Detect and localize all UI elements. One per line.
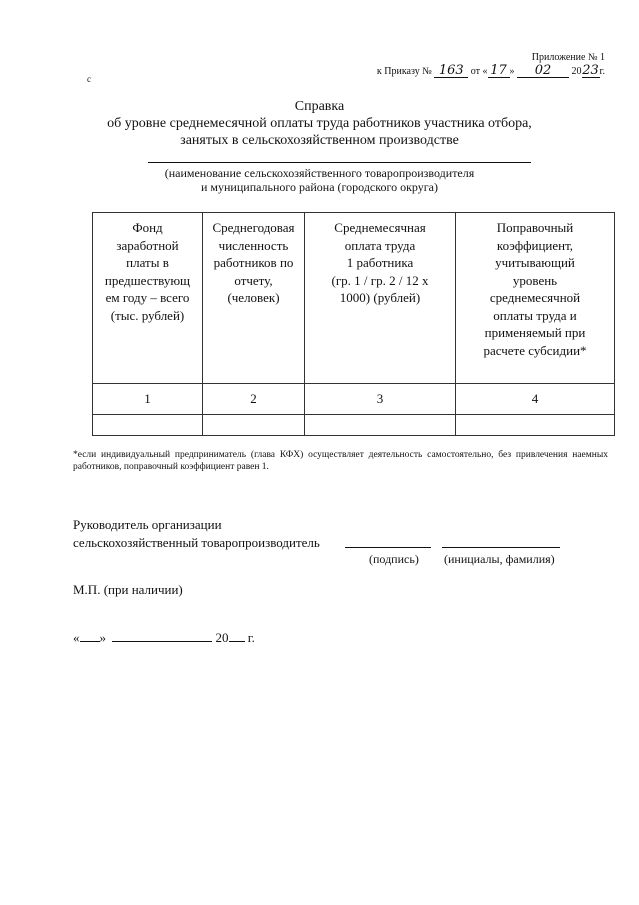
column-number-3: 3 [305,384,456,415]
order-prefix: к Приказу № [376,66,432,77]
document-title: Справка [294,99,345,114]
organization-name-caption: (наименование сельскохозяйственного товаропроизводителя [164,166,475,180]
footnote: *если индивидуальный предприниматель (глава КФХ) осуществляет деятельность самостоятельно, без привлечения наемных работников, поправочный коэффициент равен 1. [73,450,608,472]
header-cell-fund: Фонд заработной платы в предшествующ ем году – всего (тыс. рублей) [93,213,203,384]
column-number-1: 1 [93,384,203,415]
date-close-quote: » [99,630,106,645]
stamp-label: М.П. (при наличии) [73,582,183,597]
signature-position-line2: сельскохозяйственный товаропроизводитель [73,535,320,550]
order-date-mid: » [509,66,515,77]
name-caption: (инициалы, фамилия) [444,552,555,566]
date-month-blank[interactable] [112,629,212,642]
appendix-title: Приложение № 1 [531,52,605,63]
entry-cell-fund[interactable] [93,415,203,436]
data-entry-row [93,415,615,436]
signature-position-line1: Руководитель организации [73,517,222,532]
organization-name-line [148,162,531,163]
order-date-prefix: от « [470,66,488,77]
header-cell-coefficient: Поправочный коэффициент, учитывающий уровень среднемесячной оплаты труда и применяемый при расчете субсидии* [456,213,615,384]
date-year-prefix: 20 [215,630,229,645]
order-reference [377,64,605,78]
signature-line[interactable] [345,547,431,548]
entry-cell-average-salary[interactable] [305,415,456,436]
date-year-blank[interactable] [229,629,245,642]
entry-cell-coefficient[interactable] [456,415,615,436]
column-number-4: 4 [456,384,615,415]
table-header-row [93,213,615,384]
date-line [73,629,255,646]
margin-mark: с [87,74,91,84]
header-cell-headcount: Среднегодовая численность работников по отчету, (человек) [203,213,305,384]
document-title-line3: занятых в сельскохозяйственном производстве [180,133,459,148]
organization-name-caption-line2: и муниципального района (городского округа) [200,180,439,194]
order-date-month: 02 [517,64,569,78]
order-year-suffix: 23 [582,63,599,78]
order-date-day: 17 [488,64,510,78]
salary-table [92,212,615,436]
header-cell-average-salary: Среднемесячная оплата труда 1 работника (гр. 1 / гр. 2 / 12 х 1000) (рублей) [305,213,456,384]
order-year-end: г. [599,66,605,77]
entry-cell-headcount[interactable] [203,415,305,436]
date-open-quote: « [73,630,80,645]
date-day-blank[interactable] [80,629,100,642]
document-title-line2: об уровне среднемесячной оплаты труда работников участника отбора, [107,116,532,131]
date-year-end: г. [247,630,255,645]
column-number-row [93,384,615,415]
order-number: 163 [434,64,468,78]
column-number-2: 2 [203,384,305,415]
order-year-prefix: 20 [571,66,582,77]
name-line[interactable] [442,547,560,548]
signature-caption: (подпись) [369,552,419,566]
